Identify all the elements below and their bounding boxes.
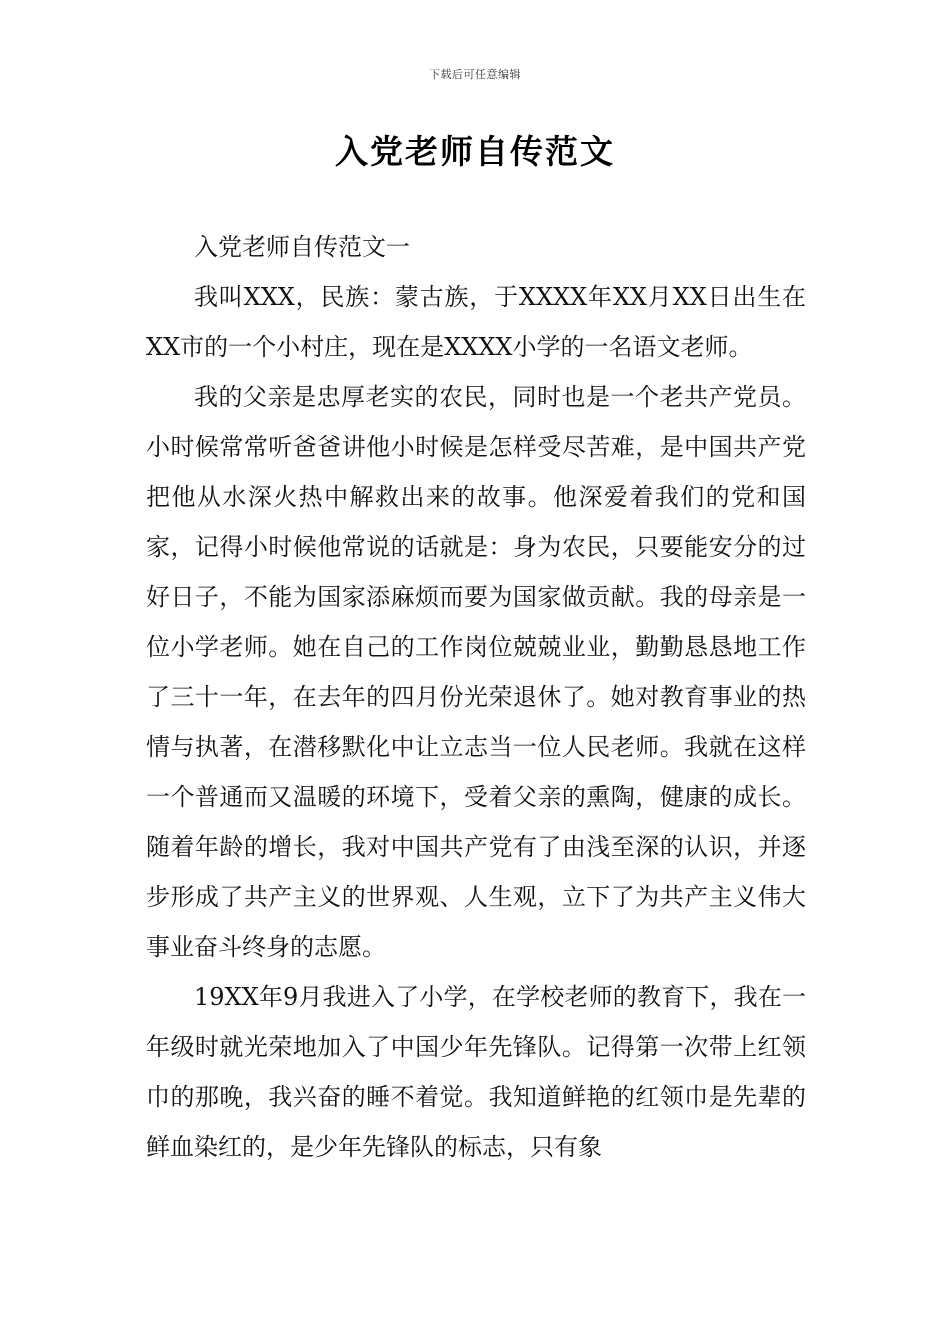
- document-body: [146, 222, 806, 1172]
- paragraph-2: 我的父亲是忠厚老实的农民，同时也是一个老共产党员。小时候常常听爸爸讲他小时候是怎样受尽苦难，是中国共产党把他从水深火热中解救出来的故事。他深爱着我们的党和国家，记得小时候他常说的话就是：身为农民，只要能安分的过好日子，不能为国家添麻烦而要为国家做贡献。我的母亲是一位小学老师。她在自己的工作岗位兢兢业业，勤勤恳恳地工作了三十一年，在去年的四月份光荣退休了。她对教育事业的热情与执著，在潜移默化中让立志当一位人民老师。我就在这样一个普通而又温暖的环境下，受着父亲的熏陶，健康的成长。随着年龄的增长，我对中国共产党有了由浅至深的认识，并逐步形成了共产主义的世界观、人生观，立下了为共产主义伟大事业奋斗终身的志愿。: [146, 383, 806, 961]
- paragraph-1: 我叫XXX，民族：蒙古族，于XXXX年XX月XX日出生在XX市的一个小村庄，现在是XXXX小学的一名语文老师。: [146, 283, 806, 361]
- document-title: 入党老师自传范文: [335, 132, 615, 171]
- section-heading: 入党老师自传范文一: [194, 233, 410, 261]
- paragraph-3: 19XX年9月我进入了小学，在学校老师的教育下，我在一年级时就光荣地加入了中国少年先锋队。记得第一次带上红领巾的那晚，我兴奋的睡不着觉。我知道鲜艳的红领巾是先辈的鲜血染红的，是少年先锋队的标志，只有象: [146, 983, 806, 1161]
- header-note: 下载后可任意编辑: [429, 68, 521, 81]
